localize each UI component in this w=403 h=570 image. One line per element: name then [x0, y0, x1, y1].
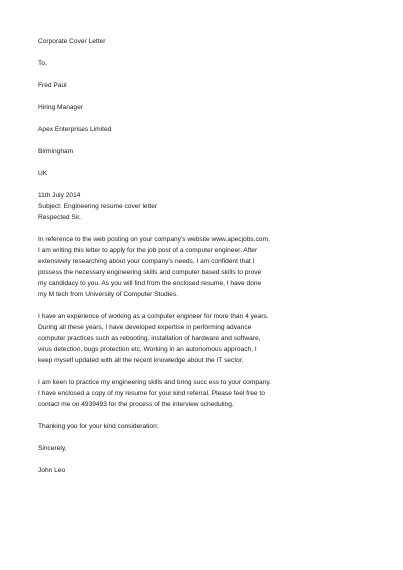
recipient-title: Hiring Manager — [38, 104, 84, 111]
paragraph-line: my candidacy to you. As you will find from the enclosed resume, I have done — [38, 280, 262, 287]
paragraph-3 — [38, 377, 368, 410]
letter-date: 11th July 2014 — [38, 192, 81, 199]
country: UK — [38, 170, 48, 177]
paragraph-line: my M tech from University of Computer Studies. — [38, 291, 178, 298]
greeting: Respected Sir, — [38, 214, 81, 221]
company-name: Apex Enterprises Limited — [38, 126, 112, 133]
paragraph-line: contact me on 4939493 for the process of the interview scheduling. — [38, 401, 234, 408]
thanks-line: Thanking you for your kind consideration: — [38, 423, 159, 430]
paragraph-line: I have enclosed a copy of my resume for your kind referral. Please feel free to — [38, 390, 265, 397]
paragraph-line: I am writing this letter to apply for the job post of a computer engineer. After — [38, 247, 258, 254]
paragraph-line: extensively researching about your company's needs, I am confident that I — [38, 258, 255, 265]
paragraph-line: I have an experience of working as a computer engineer for more than 4 years. — [38, 313, 269, 320]
city: Birmingham — [38, 148, 74, 155]
paragraph-line: computer practices such as rebooting, installation of hardware and software, — [38, 335, 261, 342]
salutation-to: To, — [38, 60, 47, 67]
paragraph-1 — [38, 234, 368, 300]
paragraph-line: I am keen to practice my engineering skills and bring succ ess to your company. — [38, 379, 271, 386]
paragraph-line: keep myself updated with all the recent knowledge about the IT sector. — [38, 357, 244, 364]
letter-body — [38, 36, 368, 476]
letter-title: Corporate Cover Letter — [38, 38, 106, 45]
paragraph-2 — [38, 311, 368, 366]
sender-name: John Leo — [38, 467, 66, 474]
recipient-name: Fred Paul — [38, 82, 67, 89]
paragraph-line: During all these years, I have developed expertise in performing advance — [38, 324, 252, 331]
closing: Sincerely, — [38, 445, 67, 452]
paragraph-line: virus detection, bugs protection etc. Working in an autonomous approach, I — [38, 346, 257, 353]
paragraph-line: In reference to the web posting on your company's website www.apecjobs.com, — [38, 236, 270, 243]
paragraph-line: possess the necessary engineering skills and computer based skills to prove — [38, 269, 262, 276]
letter-subject: Subject: Engineering resume cover letter — [38, 203, 158, 210]
